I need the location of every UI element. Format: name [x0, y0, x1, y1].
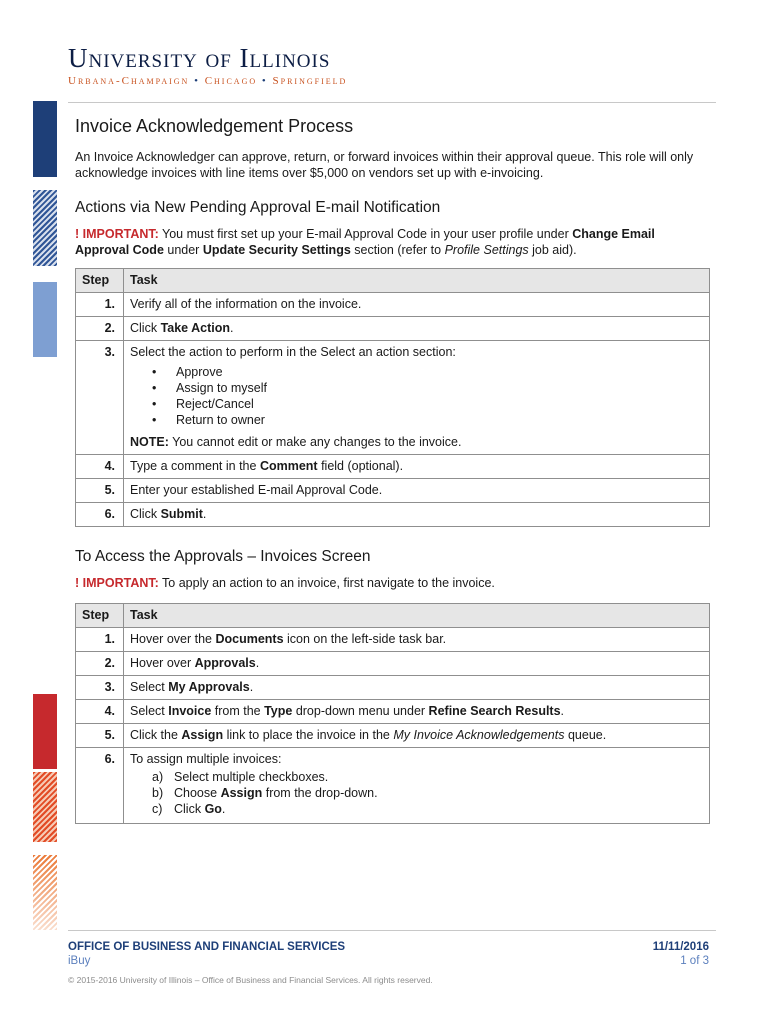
- section1-steps-table: [75, 268, 710, 527]
- list-item-text: Reject/Cancel: [176, 397, 254, 411]
- step-task: [124, 317, 710, 341]
- step-task: [124, 628, 710, 652]
- footer-left: [68, 941, 345, 967]
- important-text: You must first set up your E-mail Approval Code in your user profile under: [158, 227, 573, 241]
- substep-text: Select multiple checkboxes.: [174, 770, 329, 784]
- list-item: [152, 801, 703, 817]
- step-text: Select: [130, 680, 169, 694]
- step-text: queue.: [564, 728, 607, 742]
- bullet-icon: •: [152, 381, 157, 395]
- table-header-row: [76, 269, 710, 293]
- table-row: [76, 341, 710, 455]
- step-bold: Take Action: [160, 321, 231, 335]
- step-task: [124, 676, 710, 700]
- step-number: 5.: [76, 479, 124, 503]
- list-item-text: Assign to myself: [176, 381, 268, 395]
- step-task: Enter your established E-mail Approval Code.: [124, 479, 710, 503]
- step-bold: Invoice: [168, 704, 212, 718]
- table-header-row: [76, 604, 710, 628]
- intro-paragraph: An Invoice Acknowledger can approve, return, or forward invoices within their approval queue. This role will only acknowledge invoices with line items over $5,000 on vendors set up with e-invoicing.: [75, 150, 694, 180]
- substep-letter: c): [152, 802, 163, 816]
- step-number: 2.: [76, 652, 124, 676]
- section1-important-note: [75, 226, 710, 258]
- footer-right: [653, 941, 709, 967]
- step-text: link to place the invoice in the: [223, 728, 394, 742]
- table-row: [76, 479, 710, 503]
- step-text: .: [249, 680, 254, 694]
- list-item-text: Approve: [176, 365, 223, 379]
- step-number: 4.: [76, 455, 124, 479]
- section2-heading: To Access the Approvals – Invoices Screen: [75, 548, 371, 565]
- column-header-task: Task: [124, 269, 710, 293]
- campus-urbana: Urbana-Champaign: [68, 75, 190, 87]
- step-text: Select the action to perform in the Select an action section:: [130, 345, 456, 359]
- document-body: [75, 116, 710, 824]
- campus-separator: •: [194, 75, 200, 87]
- section1-heading: Actions via New Pending Approval E-mail Notification: [75, 199, 441, 216]
- step-text: .: [560, 704, 565, 718]
- step-number: 1.: [76, 293, 124, 317]
- important-italic-profile-settings: Profile Settings: [444, 243, 529, 257]
- step-task: [124, 652, 710, 676]
- step-text: from the: [211, 704, 265, 718]
- footer-app-name: iBuy: [68, 955, 91, 967]
- step-task: Verify all of the information on the invoice.: [124, 293, 710, 317]
- step-task: [124, 748, 710, 824]
- step-text: .: [230, 321, 234, 335]
- table-row: [76, 676, 710, 700]
- table-row: [76, 724, 710, 748]
- step-bold: Submit: [160, 507, 203, 521]
- campus-springfield: Springfield: [272, 75, 348, 87]
- step-number: 5.: [76, 724, 124, 748]
- column-header-step: Step: [76, 269, 124, 293]
- logo-campuses: [68, 75, 347, 87]
- important-label: ! IMPORTANT:: [75, 576, 159, 590]
- step-number: 6.: [76, 503, 124, 527]
- decorative-bar-red-hatched: [33, 772, 57, 842]
- logo-title: University of Illinois: [68, 43, 331, 73]
- copyright-notice: © 2015-2016 University of Illinois – Office of Business and Financial Services. All rights reserved.: [68, 975, 433, 985]
- note-label: NOTE:: [130, 435, 169, 449]
- important-text: under: [163, 243, 203, 257]
- section2-important-note: [75, 575, 710, 591]
- list-item: [152, 412, 703, 428]
- list-item-text: Return to owner: [176, 413, 265, 427]
- decorative-bar-navy-hatched: [33, 190, 57, 266]
- important-text: To apply an action to an invoice, first navigate to the invoice.: [158, 576, 495, 590]
- step-bold: Approvals: [194, 656, 256, 670]
- step-bold: Comment: [259, 459, 318, 473]
- list-item: [152, 396, 703, 412]
- table-row: [76, 628, 710, 652]
- footer-office-name: OFFICE OF BUSINESS AND FINANCIAL SERVICES: [68, 941, 346, 953]
- campus-chicago: Chicago: [204, 75, 258, 87]
- step-task: [124, 455, 710, 479]
- section2-steps-table: [75, 603, 710, 824]
- step-number: 6.: [76, 748, 124, 824]
- list-item: [152, 769, 703, 785]
- footer-date: 11/11/2016: [652, 941, 709, 953]
- bullet-icon: •: [152, 397, 157, 411]
- footer-page-number: 1 of 3: [680, 955, 709, 967]
- step-italic: My Invoice Acknowledgements: [393, 728, 565, 742]
- bullet-icon: •: [152, 365, 157, 379]
- substep-text: .: [221, 802, 226, 816]
- step-text: .: [202, 507, 207, 521]
- column-header-step: Step: [76, 604, 124, 628]
- step-bold: Type: [264, 704, 293, 718]
- step-text: Click: [130, 321, 161, 335]
- decorative-bar-red: [33, 694, 57, 769]
- step-text: Click the: [130, 728, 182, 742]
- multi-assign-substeps: [130, 769, 703, 817]
- step-number: 2.: [76, 317, 124, 341]
- step-number: 3.: [76, 676, 124, 700]
- list-item: [152, 785, 703, 801]
- step-text: Click: [130, 507, 161, 521]
- step-task: [124, 724, 710, 748]
- step-text: drop-down menu under: [292, 704, 429, 718]
- step-bold: Documents: [215, 632, 284, 646]
- header-divider: [68, 102, 716, 103]
- table-row: [76, 455, 710, 479]
- decorative-bar-orange-fade: [33, 855, 57, 930]
- campus-separator: •: [261, 75, 268, 87]
- important-text: job aid).: [528, 243, 577, 257]
- decorative-bar-navy: [33, 101, 57, 177]
- table-row: [76, 317, 710, 341]
- substep-letter: a): [152, 770, 164, 784]
- step-task: [124, 700, 710, 724]
- step-text: Type a comment in the: [130, 459, 260, 473]
- important-label: ! IMPORTANT:: [75, 227, 159, 241]
- bullet-icon: •: [152, 413, 157, 427]
- column-header-task: Task: [124, 604, 710, 628]
- document-title: Invoice Acknowledgement Process: [75, 116, 354, 136]
- note-text: You cannot edit or make any changes to the invoice.: [168, 435, 462, 449]
- substep-text: Choose: [174, 786, 221, 800]
- footer-divider: [68, 930, 716, 931]
- step-text: Hover over the: [130, 632, 216, 646]
- step-text: field (optional).: [317, 459, 404, 473]
- step-bold: Refine Search Results: [428, 704, 561, 718]
- list-item: [152, 364, 703, 380]
- university-logo: [68, 44, 347, 87]
- step-number: 4.: [76, 700, 124, 724]
- step-text: icon on the left-side task bar.: [283, 632, 447, 646]
- list-item: [152, 380, 703, 396]
- step-task: [124, 503, 710, 527]
- important-text: section (refer to: [350, 243, 445, 257]
- substep-letter: b): [152, 786, 164, 800]
- step-task: [124, 341, 710, 455]
- substep-text: from the drop-down.: [262, 786, 378, 800]
- step-number: 3.: [76, 341, 124, 455]
- table-row: [76, 293, 710, 317]
- important-bold-security: Update Security Settings: [202, 243, 351, 257]
- step-text: Hover over: [130, 656, 195, 670]
- important-bold-change-email: Change Email Approval Code: [75, 227, 655, 257]
- substep-bold: Go: [204, 802, 222, 816]
- action-options-list: [130, 364, 703, 428]
- step-bold: Assign: [181, 728, 224, 742]
- substep-bold: Assign: [220, 786, 263, 800]
- step-text: .: [255, 656, 260, 670]
- table-row: [76, 700, 710, 724]
- step-note: [130, 434, 703, 450]
- decorative-bar-light-blue: [33, 282, 57, 357]
- step-text: To assign multiple invoices:: [130, 752, 282, 766]
- step-bold: My Approvals: [168, 680, 250, 694]
- step-text: Select: [130, 704, 169, 718]
- table-row: [76, 748, 710, 824]
- substep-text: Click: [174, 802, 205, 816]
- step-number: 1.: [76, 628, 124, 652]
- table-row: [76, 503, 710, 527]
- table-row: [76, 652, 710, 676]
